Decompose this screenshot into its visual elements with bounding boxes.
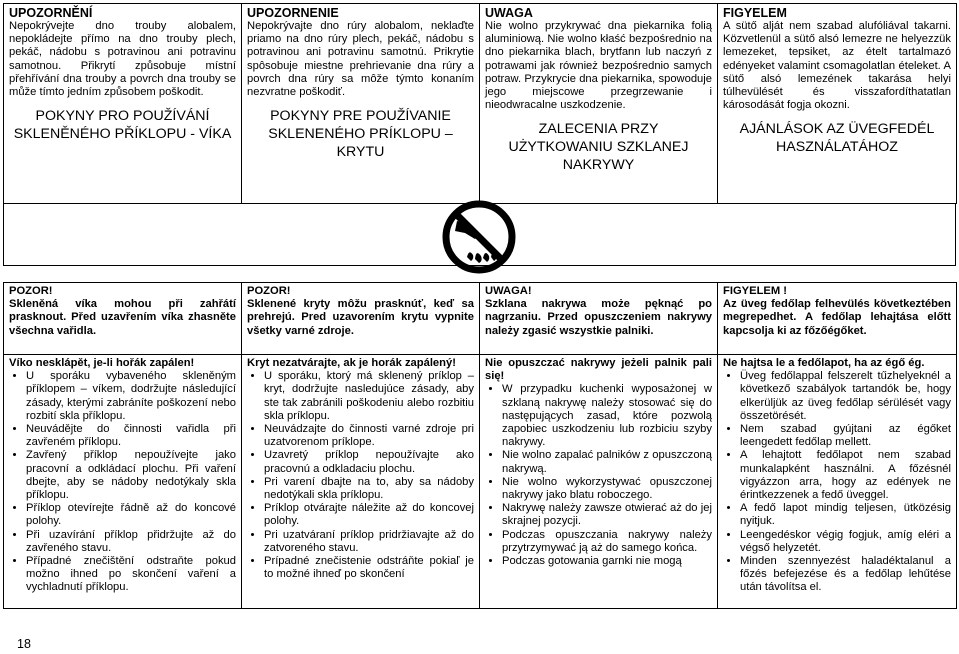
warning-text: Sklenené kryty môžu prasknúť, keď sa prehrejú. Pred uzavorením krytu vypnite všetky varné zdroje. bbox=[247, 298, 474, 337]
warning-title: UPOZORNENIE bbox=[247, 6, 339, 20]
top-cell-cz bbox=[4, 4, 242, 204]
instructions-pl bbox=[480, 355, 718, 609]
warning-text: A sütő alját nem szabad alufóliával takarni. Közvetlenül a sütő alsó lemezre ne helyezzük lemezeket, tepsiket, az ételt tartalmazó edényeket valamint csomagolatlan ételeket. A sütő alsó lemezének takarása helyi túlhevülését és visszafordíthatatlan károsodását fogja okozni. bbox=[723, 20, 951, 112]
list-item: • Podczas gotowania garnki nie mogą bbox=[502, 555, 712, 568]
list-item: • Prípadné znečistenie odstráňte pokiaľ je to možné ihneď po skončení bbox=[264, 555, 474, 581]
section-title: POKYNY PRE POUŽÍVANIE SKLENENÉHO PRÍKLOPU – KRYTU bbox=[268, 108, 453, 161]
list-item: • Üveg fedőlappal felszerelt tűzhelyeknél a következő szabályok tartandók be, hogy elkerüljük az üveg fedőlap sérülését vagy összetörését. bbox=[740, 370, 951, 423]
no-open-flame-icon bbox=[439, 197, 519, 275]
list-item: • A fedő lapot mindig teljesen, ütközésig nyitjuk. bbox=[740, 502, 951, 528]
instruction-list bbox=[723, 370, 951, 594]
list-item: • Nem szabad gyújtani az égőket leengedett fedőlap mellett. bbox=[740, 423, 951, 449]
list-item: • Nie wolno wykorzystywać opuszczonej nakrywy jako blatu roboczego. bbox=[502, 476, 712, 502]
warning-title: POZOR! bbox=[9, 285, 53, 297]
warning-text: Nepokrývajte dno rúry alobalom, neklaďte priamo na dno rúry plech, pekáč, nádobu s potravinou ani potravinu samotnú. Prikrytie spôsobuje miestne prehrievanie dna rúry a povrch dna rúry sa môže týmto konaním nezvratne poškodiť. bbox=[247, 20, 474, 99]
lead-warning: Nie opuszczać nakrywy jeżeli palnik pali się! bbox=[485, 357, 712, 383]
warning-text: Az üveg fedőlap felhevülés következtében megrepedhet. A fedőlap lehajtása előtt kapcsolja ki az főzőégőket. bbox=[723, 298, 951, 337]
section-title: ZALECENIA PRZY UŻYTKOWANIU SZKLANEJ NAKRYWY bbox=[508, 121, 689, 174]
instruction-list bbox=[247, 370, 474, 581]
list-item: • W przypadku kuchenki wyposażonej w szklaną nakrywę należy stosować się do następujących zasad, które pozwolą zapobiec uszkodzeniu lub rozbiciu szyby nakrywy. bbox=[502, 383, 712, 449]
instruction-list bbox=[485, 383, 712, 568]
list-item: • Pri varení dbajte na to, aby sa nádoby nedotýkali skla príklopu. bbox=[264, 476, 474, 502]
warning-title: UWAGA! bbox=[485, 285, 532, 297]
top-cell-hu bbox=[718, 4, 957, 204]
list-item: • Minden szennyezést haladéktalanul a főzés befejezése és a fedőlap lehűtése után távolítsa el. bbox=[740, 555, 951, 595]
list-item: • Leengedéskor végig fogjuk, amíg eléri a végső helyzetét. bbox=[740, 529, 951, 555]
list-item: • A lehajtott fedőlapot nem szabad munkalapként használni. A főzésnél vigyázzon arra, hogy az edények ne érintkezzenek a fedő üveggel. bbox=[740, 449, 951, 502]
list-item: • Príklop otvárajte náležite až do koncovej polohy. bbox=[264, 502, 474, 528]
bottom-warn-hu bbox=[718, 283, 957, 355]
list-item: • Zavřený příklop nepoužívejte jako pracovní a odkládací plochu. Při vaření dbejte, aby se nádoby nedotýkaly skla příklopu. bbox=[26, 449, 236, 502]
list-item: • Uzavretý príklop nepoužívajte ako pracovnú a odkladaciu plochu. bbox=[264, 449, 474, 475]
list-item: • Při uzavírání příklop přidržujte až do zavřeného stavu. bbox=[26, 529, 236, 555]
bottom-warn-cz bbox=[4, 283, 242, 355]
list-item: • U sporáku, ktorý má sklenený príklop – kryt, dodržujte nasledujúce zásady, aby ste tak zabránili poškodeniu alebo rozbitiu skla príklopu. bbox=[264, 370, 474, 423]
list-item: • Nakrywę należy zawsze otwierać aż do jej skrajnej pozycji. bbox=[502, 502, 712, 528]
list-item: • Případné znečištění odstraňte pokud možno ihned po skončení vaření a vychladnutí příklopu. bbox=[26, 555, 236, 595]
bottom-instructions-table bbox=[3, 282, 957, 609]
instruction-list bbox=[9, 370, 236, 594]
instructions-hu bbox=[718, 355, 957, 609]
warning-text: Nie wolno przykrywać dna piekarnika folią aluminiową. Nie wolno kłaść bezpośrednio na dno piekarnika blach, brytfann lub naczyń z potrawami jak również bezpośrednio samych potraw. Przykrycie dna piekarnika, spowoduje jego miejscowe przegrzewanie i nieodwracalne uszkodzenie. bbox=[485, 20, 712, 112]
instructions-cz bbox=[4, 355, 242, 609]
section-title: POKYNY PRO POUŽÍVÁNÍ SKLENĚNÉHO PŘÍKLOPU - VÍKA bbox=[13, 108, 232, 143]
list-item: • Nie wolno zapalać palników z opuszczoną nakrywą. bbox=[502, 449, 712, 475]
top-warnings-table bbox=[3, 3, 957, 204]
list-item: • Příklop otevírejte řádně až do koncové polohy. bbox=[26, 502, 236, 528]
bottom-warn-pl bbox=[480, 283, 718, 355]
lead-warning: Víko nesklápět, je-li hořák zapálen! bbox=[9, 357, 195, 369]
list-item: • Podczas opuszczania nakrywy należy przytrzymywać ją aż do samego końca. bbox=[502, 529, 712, 555]
warning-text: Nepokrývejte dno trouby alobalem, nepokládejte přímo na dno trouby plech, pekáč, nádobu s potravinou ani potravinu samotnou. Přikrytí způsobuje místní přehřívání dna trouby a povrch dna trouby se může tímto jedním způsobem poškodit. bbox=[9, 20, 236, 99]
lead-warning: Ne hajtsa le a fedőlapot, ha az égő ég. bbox=[723, 357, 925, 369]
warning-text: Skleněná víka mohou při zahřátí prasknout. Před uzavřením víka zhasněte všechna vařidla. bbox=[9, 298, 236, 337]
page-number: 18 bbox=[17, 637, 31, 651]
list-item: • Pri uzatváraní príklop pridržiavajte až do zatvoreného stavu. bbox=[264, 529, 474, 555]
list-item: • U sporáku vybaveného skleněným příklopem – víkem, dodržujte následující zásady, kterými zabráníte poškození nebo rozbití skla příklopu. bbox=[26, 370, 236, 423]
warning-title: UPOZORNĚNÍ bbox=[9, 6, 93, 20]
bottom-warn-sk bbox=[242, 283, 480, 355]
list-item: • Neuvádějte do činnosti vařidla při zavřeném příklopu. bbox=[26, 423, 236, 449]
top-cell-pl bbox=[480, 4, 718, 204]
top-cell-sk bbox=[242, 4, 480, 204]
icon-box bbox=[3, 203, 956, 266]
warning-title: FIGYELEM ! bbox=[723, 285, 788, 297]
warning-text: Szklana nakrywa może pęknąć po nagrzaniu. Przed opuszczeniem nakrywy należy zgasić wszystkie palniki. bbox=[485, 298, 712, 337]
warning-title: FIGYELEM bbox=[723, 6, 787, 20]
warning-title: UWAGA bbox=[485, 6, 533, 20]
section-title: AJÁNLÁSOK AZ ÜVEGFEDÉL HASZNÁLATÁHOZ bbox=[739, 121, 935, 156]
warning-title: POZOR! bbox=[247, 285, 291, 297]
list-item: • Neuvádzajte do činnosti varné zdroje pri uzatvorenom príklope. bbox=[264, 423, 474, 449]
lead-warning: Kryt nezatvárajte, ak je horák zapálený! bbox=[247, 357, 456, 369]
instructions-sk bbox=[242, 355, 480, 609]
